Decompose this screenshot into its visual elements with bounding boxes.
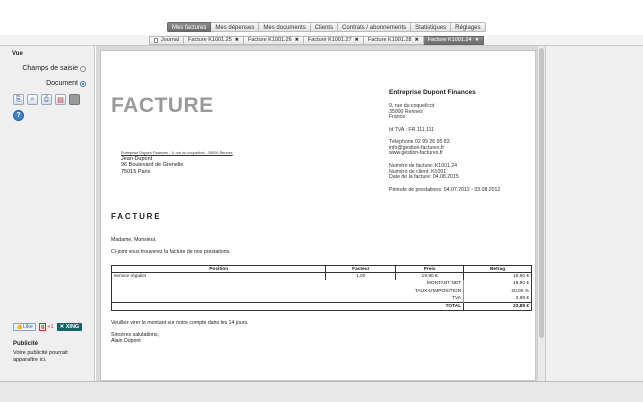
print-icon[interactable]: ⎙ bbox=[41, 94, 52, 105]
recipient-line: 96 Boulevard de Grenelle bbox=[121, 162, 184, 169]
invoice-logo: FACTURE bbox=[111, 94, 214, 117]
doc-tab-k1001-26[interactable] bbox=[244, 36, 304, 45]
social-buttons bbox=[13, 323, 82, 331]
invoice-page bbox=[100, 50, 536, 381]
close-icon[interactable]: ✖ bbox=[294, 37, 299, 43]
invoice-numbers bbox=[389, 164, 459, 181]
contact-line: Téléphone 02 99 26 95 83 bbox=[389, 139, 450, 145]
recipient-line: 75015 Paris bbox=[121, 168, 151, 175]
radio-champs-de-saisie[interactable] bbox=[22, 65, 86, 72]
doc-tab-k1001-27[interactable] bbox=[304, 36, 364, 45]
google-plus-button[interactable]: g +1 bbox=[40, 324, 54, 330]
row-factor: 1,00 bbox=[326, 273, 396, 281]
signature-name: Alain Dupont bbox=[111, 338, 141, 344]
close-icon[interactable]: ✖ bbox=[234, 37, 239, 43]
summary-label: TAUX D'IMPOSITION bbox=[414, 288, 462, 294]
invoice-table bbox=[111, 265, 532, 311]
contact-line: www.gestion-factures.fr bbox=[389, 150, 443, 157]
tva-id: Id TVA : FR 111 111 bbox=[389, 127, 434, 133]
sidebar bbox=[0, 46, 95, 381]
invoice-date: Date de la facture: 04.08.2015 bbox=[389, 174, 459, 181]
nav-tab-reglages[interactable]: Réglages bbox=[451, 22, 485, 32]
doc-tab-label: Facture K1001.24 bbox=[427, 37, 472, 43]
sidebar-title: Vue bbox=[12, 51, 23, 57]
summary-row bbox=[112, 295, 532, 303]
invoice-heading: FACTURE bbox=[111, 212, 162, 221]
row-position: service régulier bbox=[112, 273, 326, 281]
doc-tab-label: Facture K1001.26 bbox=[247, 37, 292, 43]
doc-tab-k1001-24[interactable] bbox=[424, 36, 485, 45]
document-tabs bbox=[149, 36, 484, 45]
table-row bbox=[112, 273, 532, 281]
bottom-bar bbox=[0, 381, 643, 402]
close-icon[interactable]: ✖ bbox=[414, 37, 419, 43]
nav-tab-mes-factures[interactable]: Mes factures bbox=[167, 22, 211, 32]
nav-tab-contrats[interactable]: Contrats / abonnements bbox=[338, 22, 411, 32]
recipient-line: Jean Dupont bbox=[121, 156, 153, 162]
nav-tab-mes-documents[interactable]: Mes documents bbox=[259, 22, 310, 32]
doc-tab-label: Facture K1001.28 bbox=[367, 37, 412, 43]
doc-tab-journal[interactable] bbox=[149, 36, 184, 45]
close-icon[interactable]: ✖ bbox=[354, 37, 359, 43]
closing-signature bbox=[111, 332, 159, 344]
address-line: France bbox=[389, 114, 406, 121]
ad-text: Votre publicité pourrait apparaître ici. bbox=[13, 350, 68, 363]
doc-tab-k1001-25[interactable] bbox=[184, 36, 244, 45]
summary-value: 19,90 € bbox=[464, 280, 532, 288]
radio-unchecked-icon[interactable] bbox=[80, 66, 86, 72]
table-header-row bbox=[112, 266, 532, 273]
payment-note: Veuillez virer le montant sur notre compte dans les 14 jours. bbox=[111, 320, 249, 326]
client-number: Numéro de client: K1001 bbox=[389, 168, 447, 175]
radio-label: Document bbox=[46, 80, 78, 87]
invoice-number: Numéro de facture: K1001.24 bbox=[389, 163, 458, 169]
doc-tab-label: Journal bbox=[161, 37, 180, 43]
closing-line: Sincères salutations, bbox=[111, 332, 159, 338]
row-price: 19,90 € bbox=[396, 273, 464, 281]
scrollbar-thumb[interactable] bbox=[539, 48, 544, 338]
doc-tab-k1001-28[interactable] bbox=[364, 36, 424, 45]
gray-square-icon[interactable] bbox=[69, 94, 80, 105]
company-address bbox=[389, 104, 434, 121]
column-header: Betrag bbox=[464, 266, 532, 273]
company-name: Entreprise Dupont Finances bbox=[389, 89, 476, 96]
zoom-icon[interactable]: ⌕ bbox=[27, 94, 38, 105]
ad-title: Publicité bbox=[13, 341, 39, 347]
total-value: 23,88 € bbox=[464, 303, 532, 311]
nav-tab-clients[interactable]: Clients bbox=[311, 22, 338, 32]
column-header: Facteur bbox=[326, 266, 396, 273]
document-icon bbox=[154, 38, 158, 43]
right-panel bbox=[545, 46, 643, 381]
recipient-address bbox=[121, 156, 183, 175]
column-header: Position bbox=[112, 266, 326, 273]
pdf-icon[interactable]: ▤ bbox=[55, 94, 66, 105]
radio-document[interactable] bbox=[46, 80, 86, 87]
summary-value: 20,00 % bbox=[464, 288, 532, 296]
copy-icon[interactable]: ⎘ bbox=[13, 94, 24, 105]
intro-text: Ci-joint vous trouverez la facture de nos prestations. bbox=[111, 249, 231, 255]
nav-tab-mes-depenses[interactable]: Mes dépenses bbox=[211, 22, 259, 32]
company-contact bbox=[389, 140, 450, 157]
summary-row bbox=[112, 288, 532, 296]
help-icon[interactable]: ? bbox=[13, 110, 24, 121]
total-label: TOTAL bbox=[396, 303, 464, 311]
vertical-scrollbar[interactable] bbox=[537, 46, 545, 381]
dropdown-arrow-icon[interactable]: ▼ bbox=[474, 37, 480, 43]
nav-tab-statistiques[interactable]: Statistiques bbox=[411, 22, 451, 32]
radio-label: Champs de saisie bbox=[22, 65, 78, 72]
contact-line: info@gestion-factures.fr bbox=[389, 144, 445, 151]
service-period: Période de prestations: 04.07.2012 - 03.08.2012 bbox=[389, 187, 501, 193]
facebook-like-button[interactable]: 👍Like bbox=[13, 323, 36, 331]
radio-checked-icon[interactable] bbox=[80, 81, 86, 87]
doc-tab-label: Facture K1001.27 bbox=[307, 37, 352, 43]
salutation: Madame, Monsieur, bbox=[111, 237, 157, 243]
row-amount: 19,90 € bbox=[464, 273, 532, 281]
address-line: 35000 Rennes bbox=[389, 108, 423, 115]
total-row bbox=[112, 303, 532, 311]
summary-row bbox=[112, 280, 532, 288]
doc-tab-label: Facture K1001.25 bbox=[188, 37, 232, 43]
document-canvas bbox=[96, 46, 545, 381]
summary-value: 3,98 € bbox=[464, 295, 532, 303]
xing-button[interactable]: ✕ XING bbox=[57, 323, 83, 331]
top-navigation bbox=[167, 22, 486, 32]
sender-return-line: Entreprise Dupont Finances - 9, rue du coquelicot - 35000 Rennes bbox=[121, 151, 233, 155]
summary-label: TVA bbox=[452, 296, 462, 301]
address-line: 9, rue du coquelicot bbox=[389, 103, 435, 109]
view-toolbar bbox=[13, 94, 80, 105]
column-header: Preis bbox=[396, 266, 464, 273]
summary-label: MONTANT NET bbox=[426, 281, 462, 287]
